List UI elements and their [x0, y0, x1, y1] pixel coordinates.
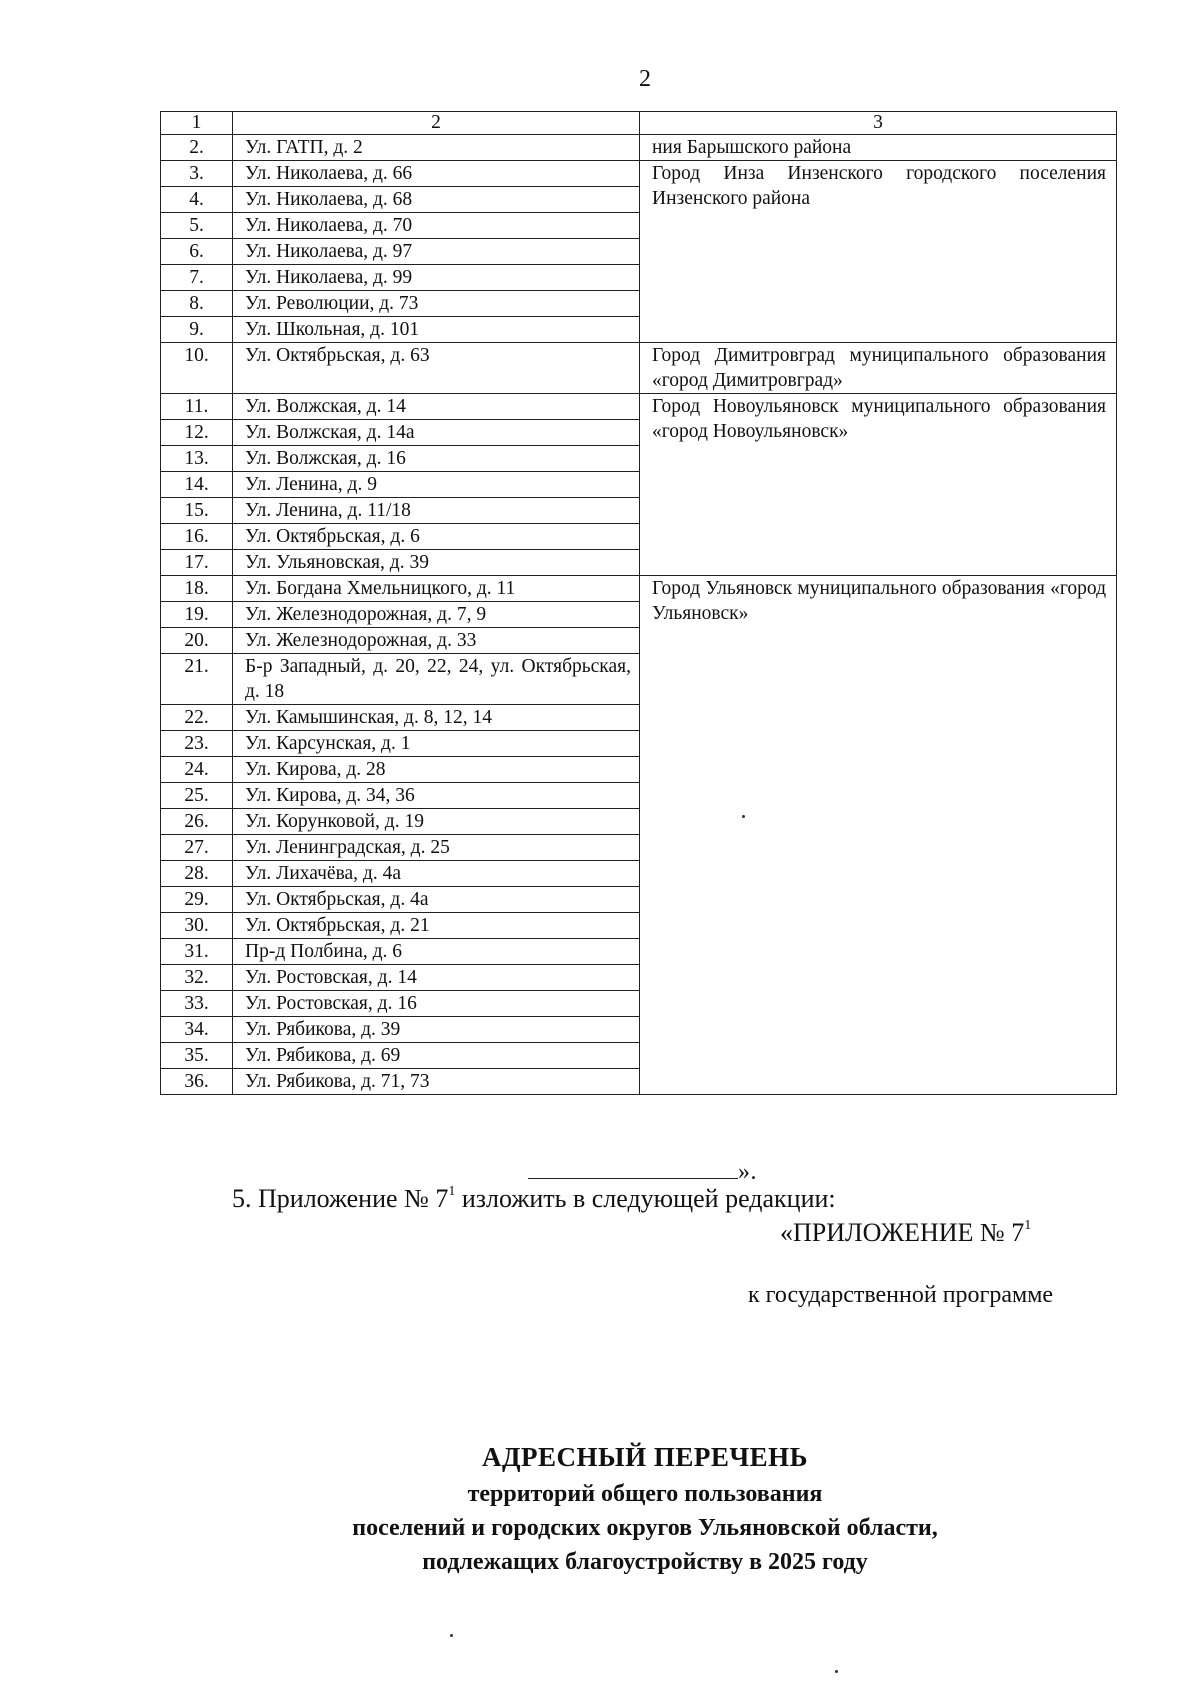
row-address-text: Ул. Железнодорожная, д. 33 — [245, 630, 477, 651]
row-number: 35. — [161, 1043, 233, 1069]
row-address — [233, 239, 640, 265]
row-address — [233, 420, 640, 446]
row-address-text: Ул. Октябрьская, д. 63 — [245, 345, 430, 366]
row-address-text: Ул. Корунковой, д. 19 — [245, 811, 424, 832]
row-address-text: Ул. Ульяновская, д. 39 — [245, 552, 429, 573]
item-5-paragraph — [232, 1184, 836, 1214]
row-number: 6. — [161, 239, 233, 265]
scan-speck — [742, 815, 745, 818]
row-address — [233, 991, 640, 1017]
row-number: 23. — [161, 731, 233, 757]
row-number: 31. — [161, 939, 233, 965]
column-header-3: 3 — [640, 112, 1117, 135]
heading-line-2: поселений и городских округов Ульяновской области, — [352, 1515, 938, 1541]
table-row — [161, 343, 1117, 394]
settlement-cell: Город Ульяновск муниципального образования «город Ульяновск» — [640, 576, 1117, 1095]
row-number: 2. — [161, 135, 233, 161]
row-address-text: Ул. Николаева, д. 97 — [245, 241, 413, 262]
row-number: 14. — [161, 472, 233, 498]
row-address — [233, 939, 640, 965]
row-address-text: Ул. Николаева, д. 70 — [245, 215, 413, 236]
row-address — [233, 602, 640, 628]
row-address-text: Ул. Волжская, д. 16 — [245, 448, 406, 469]
row-number: 16. — [161, 524, 233, 550]
row-address — [233, 135, 640, 161]
row-address — [233, 291, 640, 317]
heading-title: АДРЕСНЫЙ ПЕРЕЧЕНЬ — [481, 1442, 809, 1472]
row-address-text: Ул. Октябрьская, д. 4а — [245, 889, 429, 910]
row-address — [233, 161, 640, 187]
row-number: 10. — [161, 343, 233, 394]
row-number: 11. — [161, 394, 233, 420]
table-header-row — [161, 112, 1117, 135]
scan-speck — [835, 1670, 838, 1673]
row-address-text: Ул. Камышинская, д. 8, 12, 14 — [245, 707, 492, 728]
row-address — [233, 1069, 640, 1095]
table-row — [161, 576, 1117, 602]
heading-line-3: подлежащих благоустройству в 2025 году — [422, 1549, 868, 1575]
row-number: 19. — [161, 602, 233, 628]
row-address — [233, 187, 640, 213]
row-address-text: Ул. Николаева, д. 66 — [245, 163, 413, 184]
row-address — [233, 498, 640, 524]
appendix-sup: 1 — [1024, 1218, 1032, 1233]
row-number: 18. — [161, 576, 233, 602]
row-address — [233, 809, 640, 835]
row-address — [233, 965, 640, 991]
row-address-text: Б-р Западный, д. 20, 22, 24, ул. Октябрьская, д. 18 — [245, 656, 631, 702]
row-number: 20. — [161, 628, 233, 654]
row-address — [233, 835, 640, 861]
row-address-text: Ул. Ростовская, д. 16 — [245, 993, 417, 1014]
row-address — [233, 887, 640, 913]
row-number: 30. — [161, 913, 233, 939]
row-address-text: Ул. Железнодорожная, д. 7, 9 — [245, 604, 487, 625]
row-number: 36. — [161, 1069, 233, 1095]
row-number: 15. — [161, 498, 233, 524]
row-number: 24. — [161, 757, 233, 783]
appendix-subtitle: к государственной программе — [748, 1282, 1054, 1308]
closing-underline — [528, 1158, 738, 1179]
row-address — [233, 265, 640, 291]
row-number: 7. — [161, 265, 233, 291]
row-address — [233, 446, 640, 472]
row-number: 28. — [161, 861, 233, 887]
row-address — [233, 317, 640, 343]
row-address-text: Ул. Николаева, д. 99 — [245, 267, 413, 288]
settlement-cell: ния Барышского района — [640, 135, 1117, 161]
row-address — [233, 472, 640, 498]
scan-speck — [450, 1634, 453, 1637]
row-number: 32. — [161, 965, 233, 991]
page-number: 2 — [639, 66, 651, 92]
row-address — [233, 576, 640, 602]
row-address — [233, 524, 640, 550]
row-number: 22. — [161, 705, 233, 731]
row-address — [233, 654, 640, 705]
table-row — [161, 135, 1117, 161]
row-number: 34. — [161, 1017, 233, 1043]
row-address-text: Ул. Ленинградская, д. 25 — [245, 837, 450, 858]
item-5-sup: 1 — [448, 1184, 456, 1199]
settlement-cell: Город Инза Инзенского городского поселения Инзенского района — [640, 161, 1117, 343]
row-number: 27. — [161, 835, 233, 861]
row-number: 9. — [161, 317, 233, 343]
row-number: 5. — [161, 213, 233, 239]
closing-quote: ». — [738, 1159, 757, 1185]
row-address — [233, 861, 640, 887]
row-address-text: Ул. Ленина, д. 11/18 — [245, 500, 411, 521]
settlement-cell: Город Димитровград муниципального образования «город Димитровград» — [640, 343, 1117, 394]
row-address-text: Ул. Кирова, д. 34, 36 — [245, 785, 415, 806]
row-address — [233, 394, 640, 420]
heading-line-1: территорий общего пользования — [467, 1481, 823, 1507]
row-address-text: Ул. Богдана Хмельницкого, д. 11 — [245, 578, 516, 599]
row-address-text: Ул. Кирова, д. 28 — [245, 759, 386, 780]
row-number: 4. — [161, 187, 233, 213]
row-address — [233, 783, 640, 809]
row-address-text: Ул. Рябикова, д. 39 — [245, 1019, 401, 1040]
row-number: 29. — [161, 887, 233, 913]
item-5-text: 5. Приложение № 7 — [232, 1184, 449, 1213]
row-address-text: Ул. Волжская, д. 14 — [245, 396, 406, 417]
row-number: 8. — [161, 291, 233, 317]
column-header-2: 2 — [233, 112, 640, 135]
row-address-text: Ул. Ленина, д. 9 — [245, 474, 377, 495]
document-heading — [0, 1442, 1200, 1579]
column-header-1: 1 — [161, 112, 233, 135]
row-number: 21. — [161, 654, 233, 705]
row-address — [233, 731, 640, 757]
settlement-cell: Город Новоульяновск муниципального образования «город Новоульяновск» — [640, 394, 1117, 576]
row-address-text: Ул. Карсунская, д. 1 — [245, 733, 411, 754]
row-address — [233, 1017, 640, 1043]
address-table — [160, 111, 1117, 1095]
row-address — [233, 705, 640, 731]
table-row — [161, 161, 1117, 187]
row-address-text: Ул. Рябикова, д. 69 — [245, 1045, 401, 1066]
row-address-text: Ул. Николаева, д. 68 — [245, 189, 413, 210]
appendix-title-text: «ПРИЛОЖЕНИЕ № 7 — [780, 1218, 1025, 1247]
row-address-text: Ул. Волжская, д. 14а — [245, 422, 415, 443]
row-address-text: Ул. Ростовская, д. 14 — [245, 967, 417, 988]
row-number: 12. — [161, 420, 233, 446]
row-address — [233, 913, 640, 939]
row-address-text: Ул. Школьная, д. 101 — [245, 319, 420, 340]
row-address-text: Ул. Лихачёва, д. 4а — [245, 863, 402, 884]
row-number: 3. — [161, 161, 233, 187]
row-number: 33. — [161, 991, 233, 1017]
row-address — [233, 550, 640, 576]
row-address-text: Ул. Октябрьская, д. 6 — [245, 526, 420, 547]
row-number: 25. — [161, 783, 233, 809]
closing-mark — [528, 1158, 757, 1186]
row-address-text: Ул. Рябикова, д. 71, 73 — [245, 1071, 430, 1092]
row-address-text: Ул. Революции, д. 73 — [245, 293, 419, 314]
row-number: 13. — [161, 446, 233, 472]
row-address — [233, 213, 640, 239]
table-row — [161, 394, 1117, 420]
row-address — [233, 1043, 640, 1069]
row-number: 26. — [161, 809, 233, 835]
row-address-text: Ул. Октябрьская, д. 21 — [245, 915, 430, 936]
appendix-title — [780, 1218, 1031, 1248]
row-number: 17. — [161, 550, 233, 576]
row-address-text: Ул. ГАТП, д. 2 — [245, 137, 363, 158]
row-address — [233, 343, 640, 394]
row-address — [233, 628, 640, 654]
row-address — [233, 757, 640, 783]
row-address-text: Пр-д Полбина, д. 6 — [245, 941, 403, 962]
item-5-rest: изложить в следующей редакции: — [455, 1184, 836, 1213]
